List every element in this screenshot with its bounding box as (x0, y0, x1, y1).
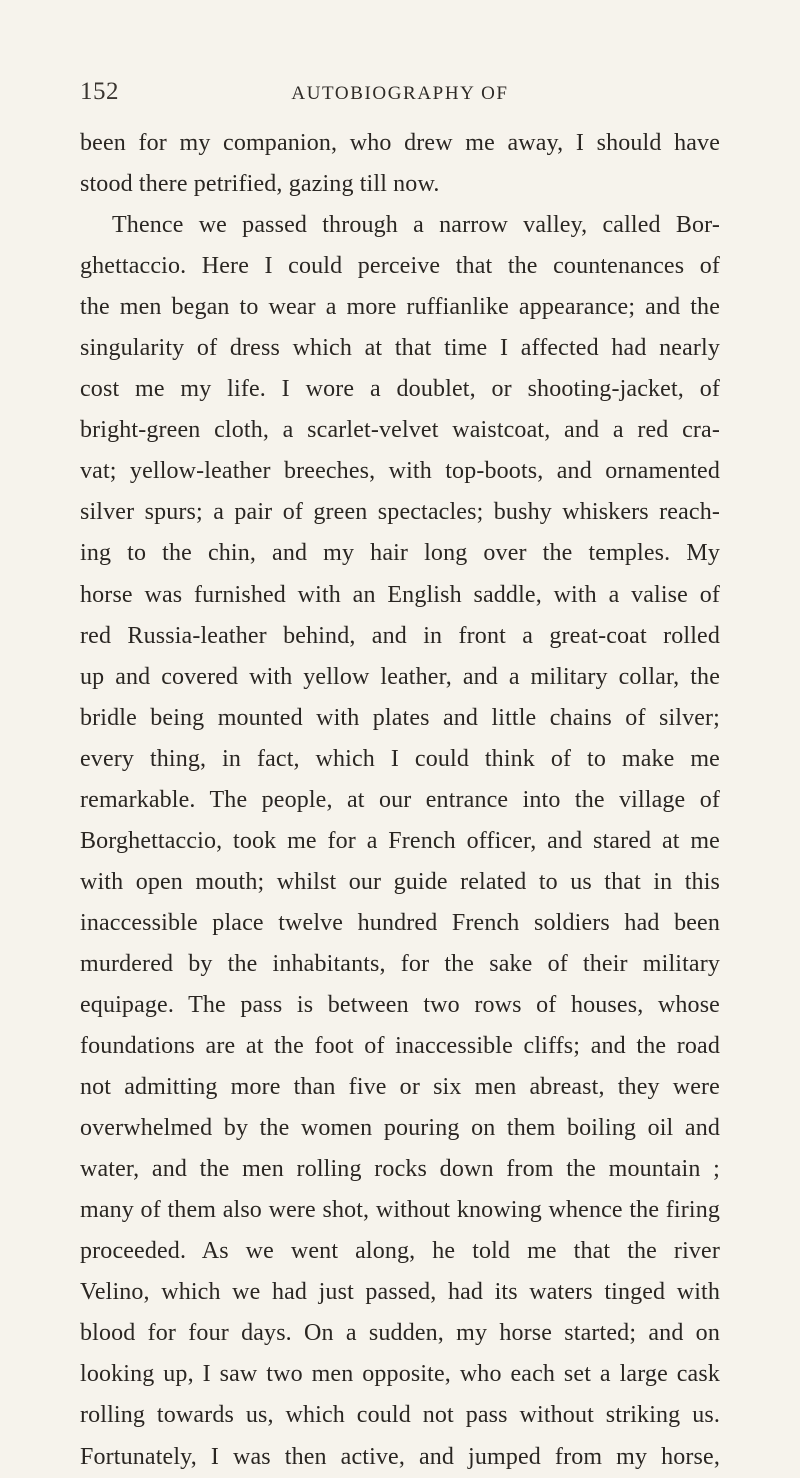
text-line: horse was furnished with an English saddle, with a valise of (80, 581, 720, 608)
text-line: Thence we passed through a narrow valley, called Bor- (112, 212, 720, 239)
text-line: remarkable. The people, at our entrance into the village of (80, 786, 720, 813)
text-line: with open mouth; whilst our guide related to us that in this (80, 868, 720, 895)
text-line: red Russia-leather behind, and in front a great-coat rolled (80, 622, 720, 649)
text-line: Velino, which we had just passed, had its waters tinged with (80, 1279, 720, 1306)
text-line: ing to the chin, and my hair long over the temples. My (80, 540, 720, 567)
text-line: silver spurs; a pair of green spectacles; bushy whiskers reach- (80, 499, 720, 526)
text-line: not admitting more than five or six men abreast, they were (80, 1074, 720, 1101)
text-line: Borghettaccio, took me for a French officer, and stared at me (80, 827, 720, 854)
text-line: up and covered with yellow leather, and a military collar, the (80, 663, 720, 690)
text-line: equipage. The pass is between two rows of houses, whose (80, 991, 720, 1018)
text-line: foundations are at the foot of inaccessible cliffs; and the road (80, 1033, 720, 1060)
text-line: ghettaccio. Here I could perceive that the countenances of (80, 253, 720, 280)
text-line: inaccessible place twelve hundred French soldiers had been (80, 909, 720, 936)
text-line: proceeded. As we went along, he told me that the river (80, 1238, 720, 1265)
text-line: murdered by the inhabitants, for the sake of their military (80, 950, 720, 977)
text-line: Fortunately, I was then active, and jumped from my horse, (80, 1443, 720, 1470)
text-line: cost me my life. I wore a doublet, or shooting-jacket, of (80, 376, 720, 403)
text-line: water, and the men rolling rocks down from the mountain ; (80, 1156, 720, 1183)
text-line: the men began to wear a more ruffianlike appearance; and the (80, 294, 720, 321)
text-line: blood for four days. On a sudden, my horse started; and on (80, 1320, 720, 1347)
text-line: many of them also were shot, without knowing whence the firing (80, 1197, 720, 1224)
text-line: bright-green cloth, a scarlet-velvet waistcoat, and a red cra- (80, 417, 720, 444)
text-line: singularity of dress which at that time I affected had nearly (80, 335, 720, 362)
text-line: every thing, in fact, which I could think of to make me (80, 745, 720, 772)
text-line: bridle being mounted with plates and little chains of silver; (80, 704, 720, 731)
running-head: AUTOBIOGRAPHY OF (291, 83, 509, 104)
text-line: stood there petrified, gazing till now. (80, 171, 440, 198)
text-line: overwhelmed by the women pouring on them boiling oil and (80, 1115, 720, 1142)
text-line: vat; yellow-leather breeches, with top-boots, and ornamented (80, 458, 720, 485)
text-line: rolling towards us, which could not pass without striking us. (80, 1402, 720, 1429)
page-number: 152 (80, 78, 119, 105)
page-header (0, 78, 800, 118)
text-line: looking up, I saw two men opposite, who each set a large cask (80, 1361, 720, 1388)
text-line: been for my companion, who drew me away, I should have (80, 130, 720, 156)
body-text (80, 123, 720, 1478)
